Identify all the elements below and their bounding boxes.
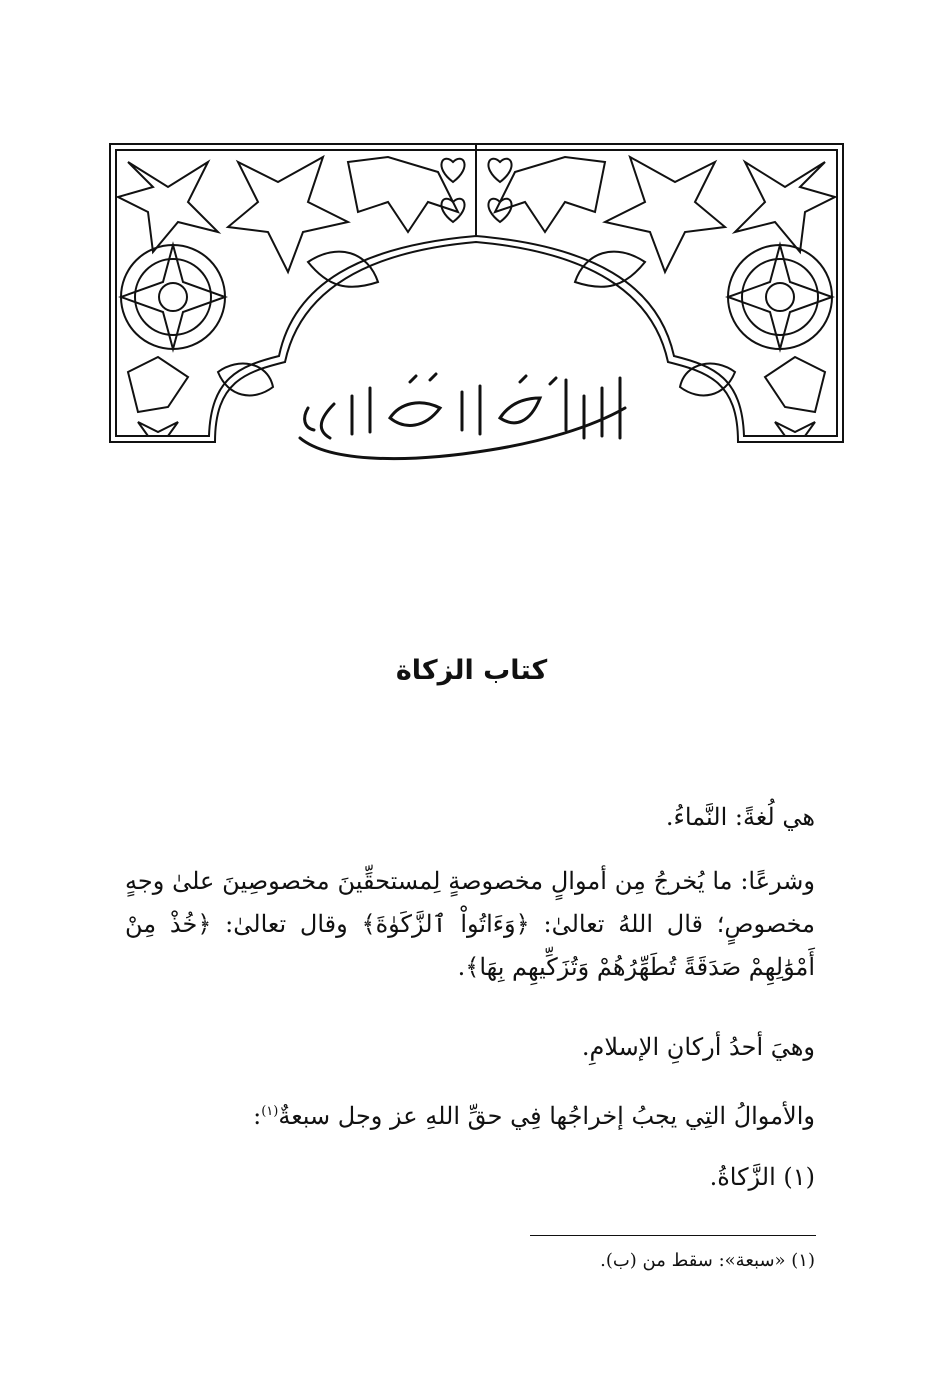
chapter-title: كتاب الزكاة bbox=[395, 655, 548, 686]
paragraph-seven-wealths bbox=[125, 1090, 815, 1138]
bismillah-calligraphy-icon bbox=[290, 368, 636, 464]
paragraph-seven-wealths-end: : bbox=[253, 1102, 262, 1130]
paragraph-seven-wealths-text: والأموالُ التِي يجبُ إخراجُها فِي حقِّ اللهِ عز وجل سبعةٌ bbox=[278, 1102, 815, 1130]
paragraph-definition-legal: وشرعًا: ما يُخرجُ مِن أموالٍ مخصوصةٍ لِمستحقِّينَ مخصوصِينَ علىٰ وجهٍ مخصوصٍ؛ قال اللهُ تعالىٰ: ﴿وَءَاتُواْ ٱلزَّكَوٰةَ﴾ وقال تعالىٰ: ﴿خُذْ مِنْ أَمْوَٰلِهِمْ صَدَقَةً تُطَهِّرُهُمْ وَتُزَكِّيهِم بِهَا﴾. bbox=[125, 867, 815, 981]
list-item-zakat: (١) الزَّكاةُ. bbox=[709, 1163, 815, 1191]
paragraph-definition-linguistic: هي لُغةً: النَّماءُ. bbox=[665, 803, 815, 831]
paragraph-pillar: وهيَ أحدُ أركانِ الإسلامِ. bbox=[581, 1033, 815, 1061]
footnote-1: (١) «سبعة»: سقط من (ب). bbox=[600, 1250, 815, 1271]
footnote-reference: (١) bbox=[261, 1104, 279, 1119]
footnote-divider bbox=[530, 1235, 816, 1236]
